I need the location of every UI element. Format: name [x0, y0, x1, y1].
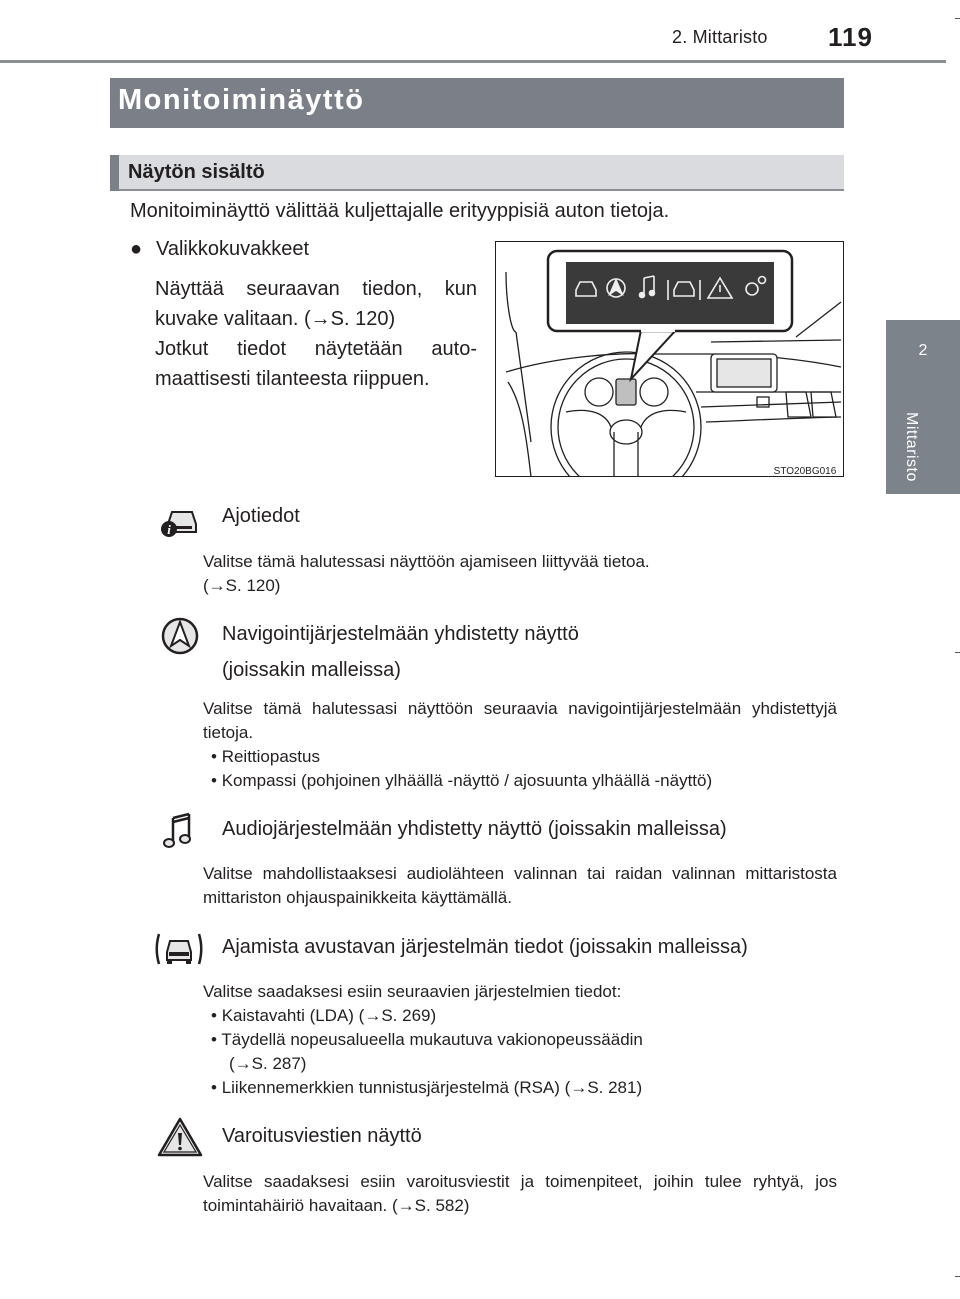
crop-mark — [955, 1276, 960, 1277]
list-item: • Kompassi (pohjoinen ylhäällä -näyttö / ajosuunta ylhäällä -näyttö) — [211, 771, 713, 790]
item-title: Ajamista avustavan järjestelmän tiedot (joissakin malleissa) — [222, 936, 748, 958]
running-header-section: 2. Mittaristo — [672, 27, 768, 47]
description-line: Jotkut tiedot näytetään auto- — [155, 338, 477, 360]
subheading: Näytön sisältö — [128, 161, 265, 183]
item-title: Varoitusviestien näyttö — [222, 1125, 422, 1147]
page-title: Monitoiminäyttö — [118, 84, 365, 116]
item-body-line: Valitse saadaksesi esiin varoitusviestit ja toimenpiteet, joihin tulee ryhtyä, jos toimintahäiriö havaitaan. (→S. 582) — [203, 1172, 837, 1215]
description-line: maattisesti tilanteesta riippuen. — [155, 368, 430, 390]
dashboard-drawing — [496, 242, 844, 477]
crop-mark — [955, 18, 960, 19]
music-note-icon — [158, 808, 202, 852]
item-body — [203, 862, 837, 910]
crop-mark — [955, 652, 960, 653]
item-title — [222, 616, 579, 688]
chapter-tab-label: Mittaristo — [903, 412, 920, 482]
item-body-line: Valitse tämä halutessasi näyttöön ajamiseen liittyvää tietoa. — [203, 552, 650, 571]
item-body — [203, 550, 837, 598]
list-item-text: Täydellä nopeusalueella mukautuva vakionopeussäädin — [221, 1030, 643, 1049]
figure-code: STO20BG016 — [773, 466, 837, 477]
intro-text: Monitoiminäyttö välittää kuljettajalle erityyppisiä auton tietoja. — [130, 200, 670, 222]
item-body — [203, 697, 837, 793]
list-item-text: Kompassi (pohjoinen ylhäällä -näyttö / ajosuunta ylhäällä -näyttö) — [221, 771, 713, 790]
list-item: • Täydellä nopeusalueella mukautuva vakionopeussäädin — [211, 1030, 643, 1049]
item-body-line: (→S. 120) — [203, 576, 281, 595]
list-item-continuation: (→S. 287) — [229, 1054, 307, 1073]
warning-triangle-icon — [156, 1115, 200, 1159]
car-info-icon — [158, 496, 202, 540]
bullet-icon: ● — [130, 238, 143, 260]
dashboard-illustration — [495, 241, 844, 477]
description-line: Näyttää seuraavan tiedon, kun — [155, 278, 477, 300]
item-title-line: (joissakin malleissa) — [222, 659, 401, 681]
list-item-text: Reittiopastus — [221, 747, 320, 766]
svg-text:i: i — [167, 522, 171, 537]
item-title-line: Navigointijärjestelmään yhdistetty näyttö — [222, 623, 579, 645]
item-body — [203, 980, 837, 1100]
list-item-text: Kaistavahti (LDA) (→S. 269) — [221, 1006, 437, 1025]
list-item: • Reittiopastus — [211, 747, 320, 766]
item-body — [203, 1170, 837, 1218]
menu-icons-label: Valikkokuvakkeet — [156, 238, 310, 260]
item-body-line: Valitse saadaksesi esiin seuraavien järjestelmien tiedot: — [203, 982, 622, 1001]
list-item-text: Liikennemerkkien tunnistusjärjestelmä (RSA) (→S. 281) — [221, 1078, 643, 1097]
item-title: Ajotiedot — [222, 505, 300, 527]
subheading-accent — [110, 155, 119, 191]
header-rule — [0, 60, 946, 63]
compass-navigation-icon — [158, 614, 202, 658]
item-body-line: Valitse mahdollistaaksesi audiolähteen valinnan tai raidan valinnan mittaristosta mittariston ohjauspainikkeita käyttämällä. — [203, 864, 837, 907]
chapter-tab-number: 2 — [918, 342, 928, 359]
description-line: kuvake valitaan. (→S. 120) — [155, 308, 396, 330]
page-number: 119 — [828, 22, 873, 52]
list-item: • Kaistavahti (LDA) (→S. 269) — [211, 1006, 437, 1025]
item-title: Audiojärjestelmään yhdistetty näyttö (joissakin malleissa) — [222, 818, 727, 840]
driving-assist-car-icon — [155, 926, 199, 970]
menu-icons-description — [155, 274, 477, 394]
list-item: • Liikennemerkkien tunnistusjärjestelmä (RSA) (→S. 281) — [211, 1078, 643, 1097]
item-body-line: Valitse tämä halutessasi näyttöön seuraavia navigointijärjestelmään yhdistettyjä tietoja. — [203, 699, 837, 742]
